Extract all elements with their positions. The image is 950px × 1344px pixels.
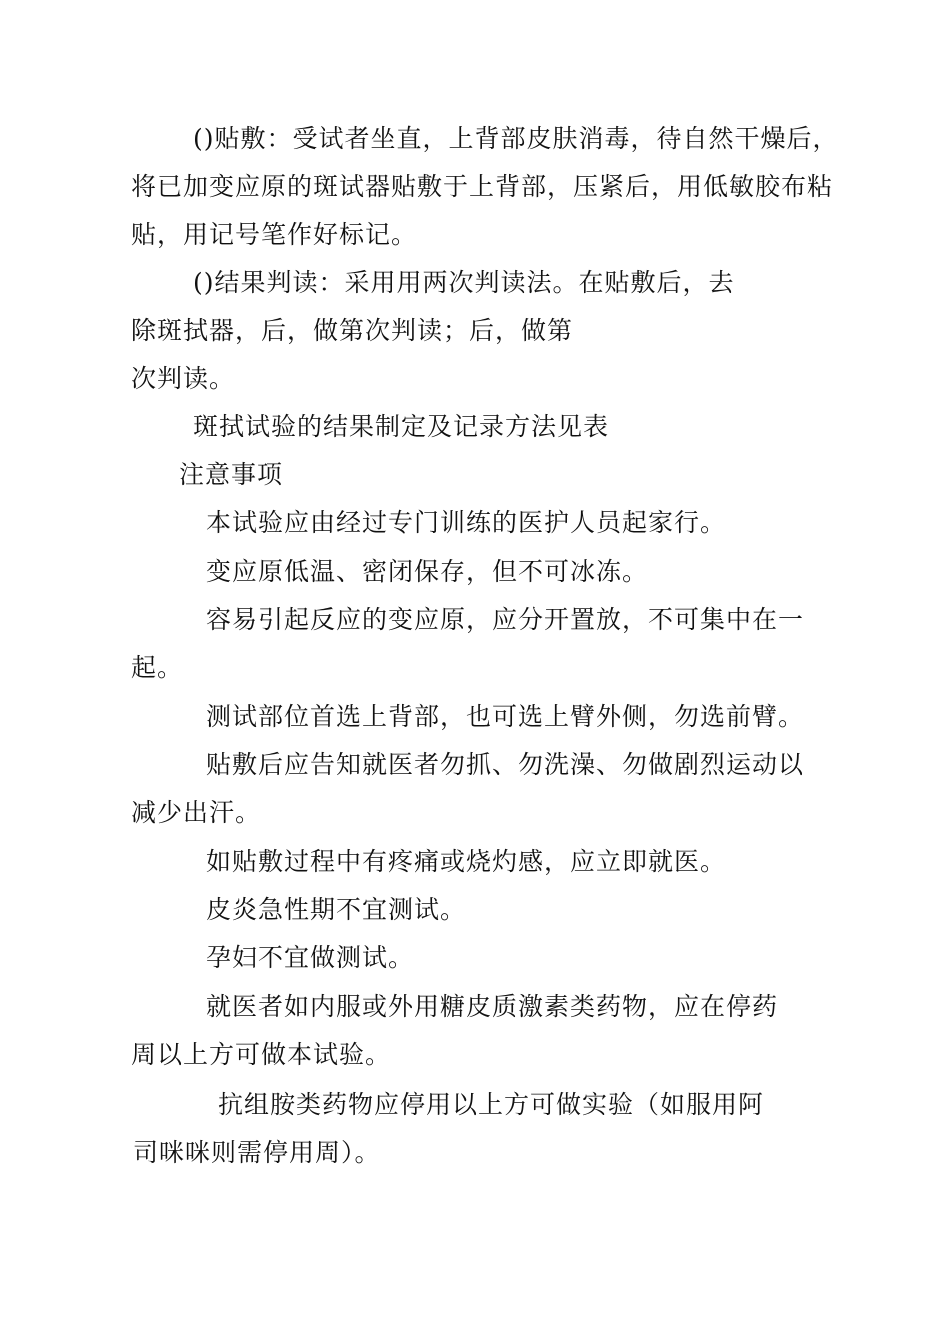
paragraph-result-reading-line-1: ()结果判读：采用用两次判读法。在贴敷后，去 <box>193 268 735 297</box>
paragraph-result-table-reference: 斑拭试验的结果制定及记录方法见表 <box>193 412 610 441</box>
precaution-item-5-line-2: 减少出汗。 <box>131 798 262 827</box>
paragraph-patch-application-line-3: 贴，用记号笔作好标记。 <box>131 220 418 249</box>
precaution-item-3-line-2: 起。 <box>131 653 184 682</box>
section-heading-precautions: 注意事项 <box>179 460 284 489</box>
precaution-item-1: 本试验应由经过专门训练的医护人员起家行。 <box>206 508 727 537</box>
precaution-item-3-line-1: 容易引起反应的变应原，应分开置放，不可集中在一 <box>206 605 805 634</box>
paragraph-result-reading-line-2: 除斑拭器，后，做第次判读；后，做第 <box>131 316 574 345</box>
precaution-item-9-line-1: 就医者如内服或外用糖皮质激素类药物，应在停药 <box>206 992 779 1021</box>
precaution-item-9-line-2: 周以上方可做本试验。 <box>131 1040 392 1069</box>
precaution-item-10-line-2: 司咪咪则需停用周）。 <box>133 1138 381 1167</box>
paragraph-result-reading-line-3: 次判读。 <box>131 364 236 393</box>
precaution-item-4: 测试部位首选上背部，也可选上臂外侧，勿选前臂。 <box>206 702 805 731</box>
precaution-item-6: 如贴敷过程中有疼痛或烧灼感，应立即就医。 <box>206 847 727 876</box>
precaution-item-10-line-1: 抗组胺类药物应停用以上方可做实验（如服用阿 <box>218 1090 765 1119</box>
precaution-item-2: 变应原低温、密闭保存，但不可冰冻。 <box>206 557 649 586</box>
precaution-item-5-line-1: 贴敷后应告知就医者勿抓、勿洗澡、勿做剧烈运动以 <box>206 750 805 779</box>
precaution-item-8: 孕妇不宜做测试。 <box>206 943 415 972</box>
paragraph-patch-application-line-2: 将已加变应原的斑试器贴敷于上背部，压紧后，用低敏胶布粘 <box>131 172 834 201</box>
paragraph-patch-application-line-1: ()贴敷：受试者坐直，上背部皮肤消毒，待自然干燥后， <box>193 124 839 153</box>
precaution-item-7: 皮炎急性期不宜测试。 <box>206 895 467 924</box>
